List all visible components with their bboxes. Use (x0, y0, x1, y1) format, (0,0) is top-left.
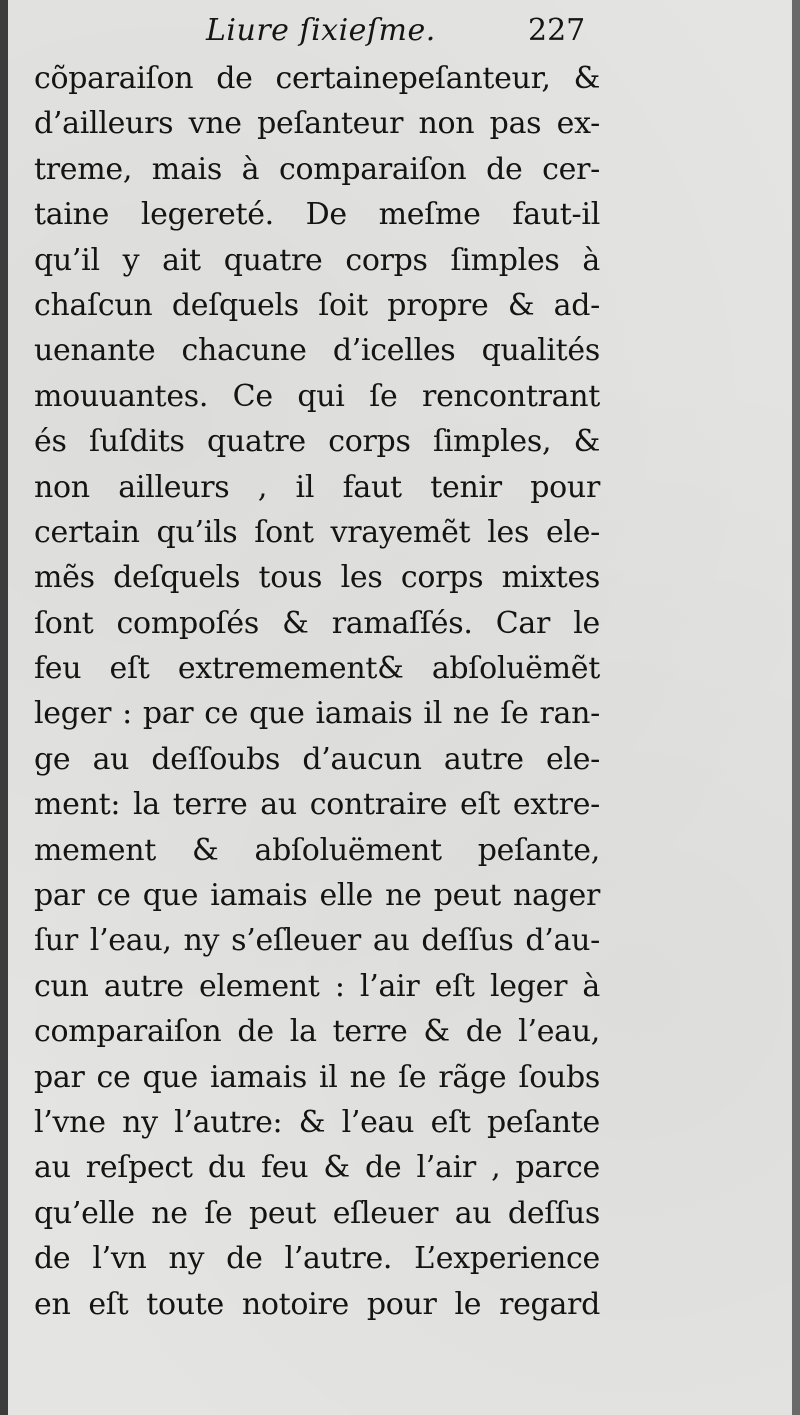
text-line: uenante chacune d’icelles qualités (34, 333, 600, 369)
text-line: en eſt toute notoire pour le regard (34, 1286, 600, 1322)
text-line: treme, mais à comparaiſon de cer- (34, 151, 600, 187)
running-head (8, 14, 792, 54)
text-line: taine legereté. De meſme faut-il (34, 197, 600, 233)
text-line: cun autre element : l’air eſt leger à (34, 968, 600, 1004)
text-line: comparaiſon de la terre & de l’eau, (34, 1014, 600, 1050)
page-number: 227 (528, 13, 586, 48)
text-line: cõparaiſon de certainepeſanteur, & (34, 61, 600, 96)
text-line: par ce que iamais elle ne peut nager (34, 878, 600, 914)
text-line: ſur l’eau, ny s’eſleuer au deſſus d’au- (34, 923, 600, 959)
text-line: mẽs deſquels tous les corps mixtes (34, 560, 600, 596)
text-line: qu’elle ne ſe peut eſleuer au deſſus (34, 1195, 600, 1231)
text-line: és ſuſdits quatre corps ſimples, & (34, 424, 600, 460)
text-line: feu eſt extremement& abſoluëmẽt (34, 651, 600, 687)
body-text (34, 56, 600, 1327)
text-line: qu’il y ait quatre corps ſimples à (34, 242, 600, 278)
text-line: par ce que iamais il ne ſe rãge ſoubs (34, 1059, 600, 1095)
book-page (8, 0, 792, 1415)
text-line: de l’vn ny de l’autre. L’experience (34, 1241, 600, 1277)
text-line: mouuantes. Ce qui ſe rencontrant (34, 378, 600, 414)
text-line: l’vne ny l’autre: & l’eau eſt peſante (34, 1104, 600, 1140)
text-line: chaſcun deſquels ſoit propre & ad- (34, 287, 600, 323)
text-line: leger : par ce que iamais il ne ſe ran- (34, 696, 600, 732)
running-title: Liure ſixieſme. (206, 13, 436, 48)
text-line: ſont compoſés & ramaſſés. Car le (34, 605, 600, 641)
text-line: au reſpect du feu & de l’air , parce (34, 1150, 600, 1186)
text-line: certain qu’ils ſont vrayemẽt les ele- (34, 514, 600, 550)
text-line: d’ailleurs vne peſanteur non pas ex- (34, 106, 600, 142)
page-edge-shadow (0, 0, 8, 1415)
text-line: ment: la terre au contraire eſt extre- (34, 787, 600, 823)
text-line: mement & abſoluëment peſante, (34, 832, 600, 868)
text-line: ge au deſſoubs d’aucun autre ele- (34, 741, 600, 777)
text-line: non ailleurs , il faut tenir pour (34, 469, 600, 505)
